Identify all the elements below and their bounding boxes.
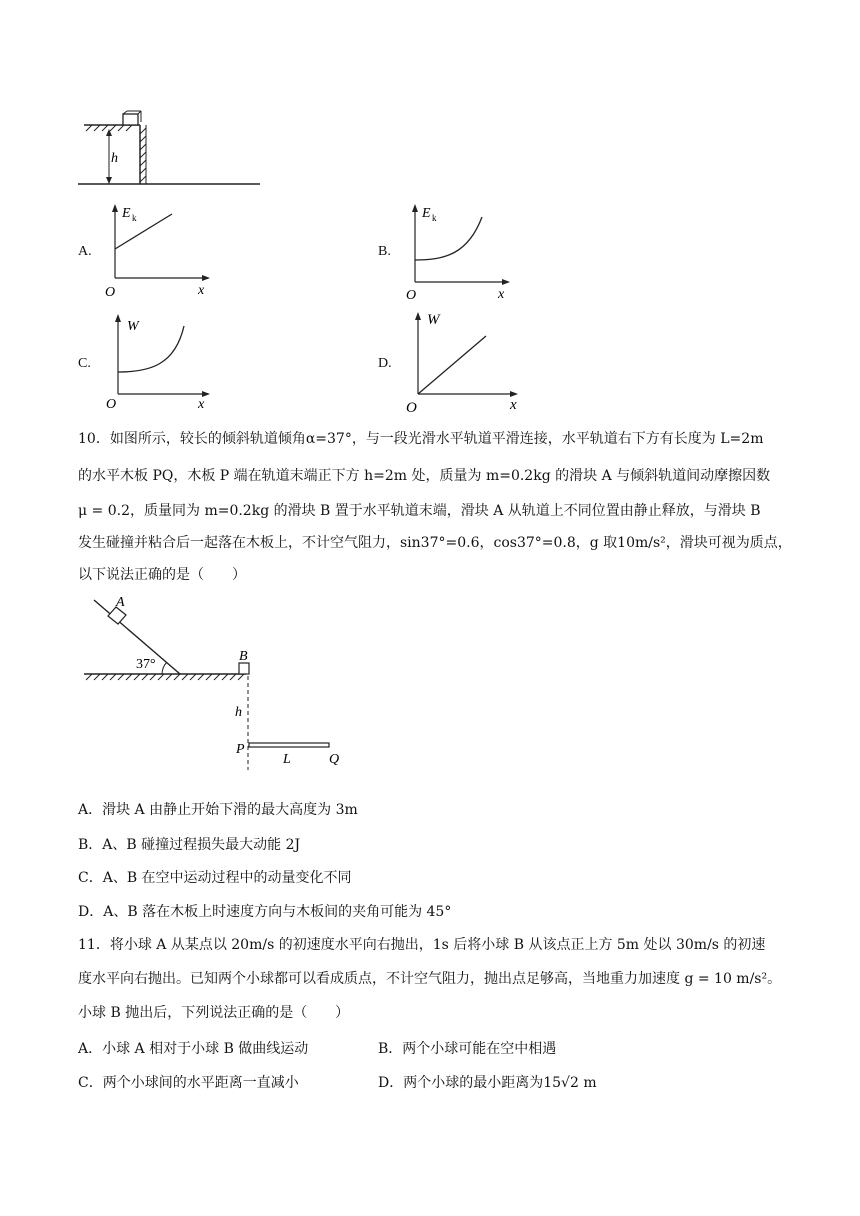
q10-line-3: μ = 0.2，质量同为 m=0.2kg 的滑块 B 置于水平轨道末端，滑块 A 从轨道上不同位置由静止释放，与滑块 B <box>78 503 761 519</box>
y-axis-label: W <box>127 319 139 334</box>
y-axis-subscript: k <box>132 213 137 223</box>
q11-option-a: A．小球 A 相对于小球 B 做曲线运动 <box>78 1041 309 1057</box>
option-c-label: C. <box>78 356 91 371</box>
origin-label: O <box>406 400 417 416</box>
q10-option-a: A．滑块 A 由静止开始下滑的最大高度为 3m <box>78 802 358 818</box>
q10-line-4: 发生碰撞并粘合后一起落在木板上，不计空气阻力，sin37°=0.6，cos37°=0.8，g 取10m/s²，滑块可视为质点， <box>78 535 792 551</box>
option-a-label: A. <box>78 244 92 259</box>
origin-label: O <box>105 285 116 300</box>
l-label: L <box>283 752 291 767</box>
q11-option-b: B．两个小球可能在空中相遇 <box>378 1041 557 1057</box>
x-axis-label: x <box>510 397 517 413</box>
q11-option-d: D．两个小球的最小距离为15√2 m <box>378 1075 597 1091</box>
q10-line-5: 以下说法正确的是（ ） <box>78 567 246 583</box>
h-label: h <box>235 705 242 720</box>
x-axis-label: x <box>198 397 205 410</box>
incline-figure <box>78 592 358 772</box>
origin-label: O <box>106 397 117 410</box>
graph-a <box>100 200 215 300</box>
cliff-figure <box>78 108 268 190</box>
q10-option-d: D．A、B 落在木板上时速度方向与木板间的夹角可能为 45° <box>78 904 452 920</box>
angle-label: 37° <box>136 657 156 672</box>
option-d-label: D. <box>378 356 392 371</box>
q11-option-c: C．两个小球间的水平距离一直减小 <box>78 1075 299 1091</box>
q10-line-1: 10．如图所示，较长的倾斜轨道倾角α=37°，与一段光滑水平轨道平滑连接，水平轨道右下方有长度为 L=2m <box>78 431 764 447</box>
graph-c <box>100 310 215 410</box>
origin-label: O <box>406 288 417 300</box>
q10-option-c: C．A、B 在空中运动过程中的动量变化不同 <box>78 870 352 886</box>
graph-d <box>400 308 525 416</box>
y-axis-label: E <box>122 206 131 221</box>
q11-line-3: 小球 B 抛出后，下列说法正确的是（ ） <box>78 1005 350 1021</box>
option-b-label: B. <box>378 244 391 259</box>
x-axis-label: x <box>198 283 205 298</box>
q11-line-2: 度水平向右抛出。已知两个小球都可以看成质点，不计空气阻力，抛出点足够高，当地重力加速度 g = 10 m/s²。 <box>78 971 782 987</box>
h-label: h <box>111 151 118 166</box>
q11-line-1: 11．将小球 A 从某点以 20m/s 的初速度水平向右抛出，1s 后将小球 B 从该点正上方 5m 处以 30m/s 的初速 <box>78 937 766 953</box>
block-b-label: B <box>239 649 248 664</box>
q10-line-2: 的水平木板 PQ，木板 P 端在轨道末端正下方 h=2m 处，质量为 m=0.2kg 的滑块 A 与倾斜轨道间动摩擦因数 <box>78 468 771 484</box>
p-label: P <box>236 742 245 757</box>
y-axis-label: W <box>427 312 440 328</box>
q10-option-b: B．A、B 碰撞过程损失最大动能 2J <box>78 837 301 853</box>
graph-b <box>400 200 515 300</box>
x-axis-label: x <box>498 287 505 300</box>
q-label: Q <box>329 752 340 767</box>
ek-curve <box>415 217 482 260</box>
w-line <box>418 336 486 394</box>
y-axis-subscript: k <box>432 213 437 223</box>
block-a-label: A <box>116 595 125 610</box>
y-axis-label: E <box>422 206 431 221</box>
